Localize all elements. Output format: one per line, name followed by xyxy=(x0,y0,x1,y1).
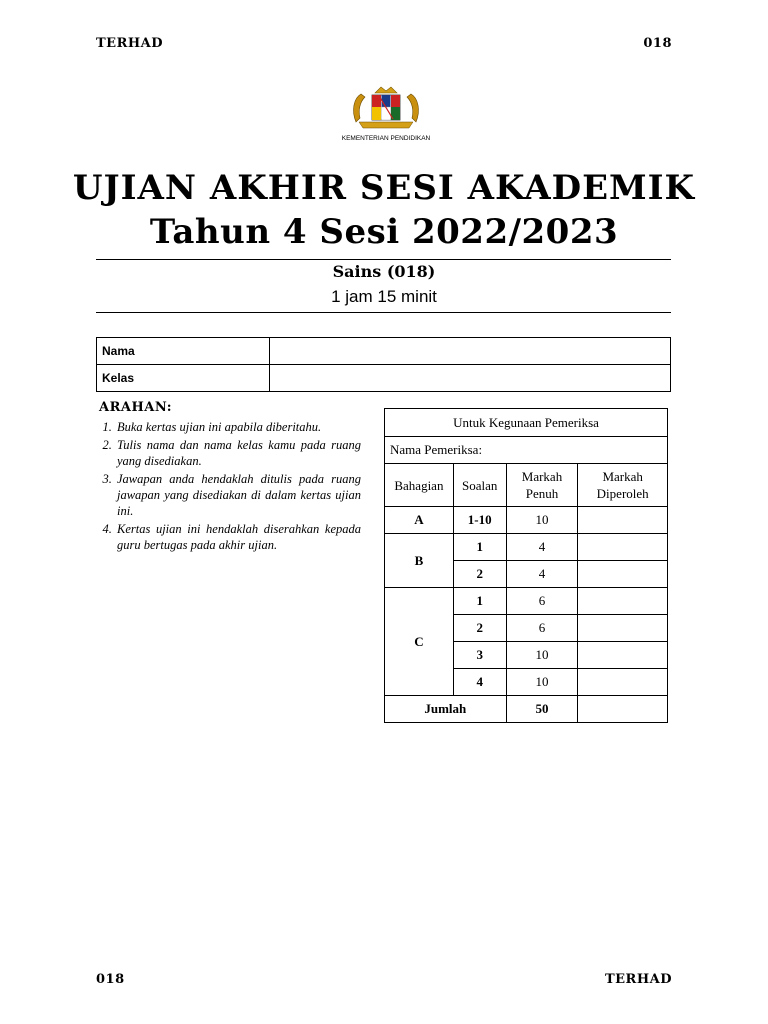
exam-duration: 1 jam 15 minit xyxy=(331,287,437,306)
student-row-name xyxy=(97,338,671,365)
column-header-section: Bahagian xyxy=(385,464,454,507)
instructions-title: ARAHAN: xyxy=(99,400,173,415)
full-marks-cell: 4 xyxy=(506,561,578,588)
obtained-marks-cell[interactable] xyxy=(578,588,668,615)
examiner-name-field[interactable]: Nama Pemeriksa: xyxy=(385,437,668,464)
section-cell: A xyxy=(385,507,454,534)
column-header-full-marks: Markah Penuh xyxy=(506,464,578,507)
full-marks-cell: 6 xyxy=(506,588,578,615)
instruction-item: 1. Buka kertas ujian ini apabila diberitahu. xyxy=(115,419,361,435)
obtained-marks-cell[interactable] xyxy=(578,642,668,669)
exam-year-session: Tahun 4 Sesi 2022/2023 xyxy=(149,212,619,252)
question-cell: 2 xyxy=(453,615,506,642)
column-header-obtained-marks: Markah Diperoleh xyxy=(578,464,668,507)
total-obtained-marks[interactable] xyxy=(578,696,668,723)
student-row-class xyxy=(97,365,671,392)
header-paper-code: 018 xyxy=(643,36,672,51)
column-header-question: Soalan xyxy=(453,464,506,507)
instructions-list xyxy=(99,419,361,553)
obtained-marks-cell[interactable] xyxy=(578,561,668,588)
obtained-marks-cell[interactable] xyxy=(578,615,668,642)
question-cell: 3 xyxy=(453,642,506,669)
question-cell: 1 xyxy=(453,534,506,561)
obtained-marks-cell[interactable] xyxy=(578,534,668,561)
header-classification: TERHAD xyxy=(96,36,164,51)
title-divider-top xyxy=(96,259,671,260)
footer-classification: TERHAD xyxy=(604,972,672,987)
full-marks-cell: 10 xyxy=(506,642,578,669)
question-cell: 4 xyxy=(453,669,506,696)
obtained-marks-cell[interactable] xyxy=(578,507,668,534)
obtained-marks-cell[interactable] xyxy=(578,669,668,696)
footer-paper-code: 018 xyxy=(96,972,125,987)
name-field[interactable] xyxy=(270,338,671,365)
full-marks-cell: 4 xyxy=(506,534,578,561)
instruction-item: 4. Kertas ujian ini hendaklah diserahkan kepada guru bertugas pada akhir ujian. xyxy=(115,521,361,553)
class-label: Kelas xyxy=(97,365,270,392)
full-marks-cell: 10 xyxy=(506,669,578,696)
instructions xyxy=(99,400,361,555)
ministry-logo xyxy=(341,84,431,148)
instruction-item: 2. Tulis nama dan nama kelas kamu pada ruang yang disediakan. xyxy=(115,437,361,469)
exam-title: UJIAN AKHIR SESI AKADEMIK xyxy=(72,168,696,208)
student-info-table xyxy=(96,337,671,392)
total-full-marks: 50 xyxy=(506,696,578,723)
full-marks-cell: 6 xyxy=(506,615,578,642)
name-label: Nama xyxy=(97,338,270,365)
marks-table-caption: Untuk Kegunaan Pemeriksa xyxy=(385,409,668,437)
question-cell: 1-10 xyxy=(453,507,506,534)
logo-caption: KEMENTERIAN PENDIDIKAN xyxy=(341,135,431,142)
section-cell: C xyxy=(385,588,454,696)
examiner-marks-table xyxy=(384,408,668,723)
title-divider-bottom xyxy=(96,312,671,313)
full-marks-cell: 10 xyxy=(506,507,578,534)
question-cell: 2 xyxy=(453,561,506,588)
total-label: Jumlah xyxy=(385,696,507,723)
question-cell: 1 xyxy=(453,588,506,615)
class-field[interactable] xyxy=(270,365,671,392)
instruction-item: 3. Jawapan anda hendaklah ditulis pada ruang jawapan yang disediakan di dalam kertas ujian ini. xyxy=(115,471,361,519)
subject-title: Sains (018) xyxy=(332,262,436,281)
section-cell: B xyxy=(385,534,454,588)
